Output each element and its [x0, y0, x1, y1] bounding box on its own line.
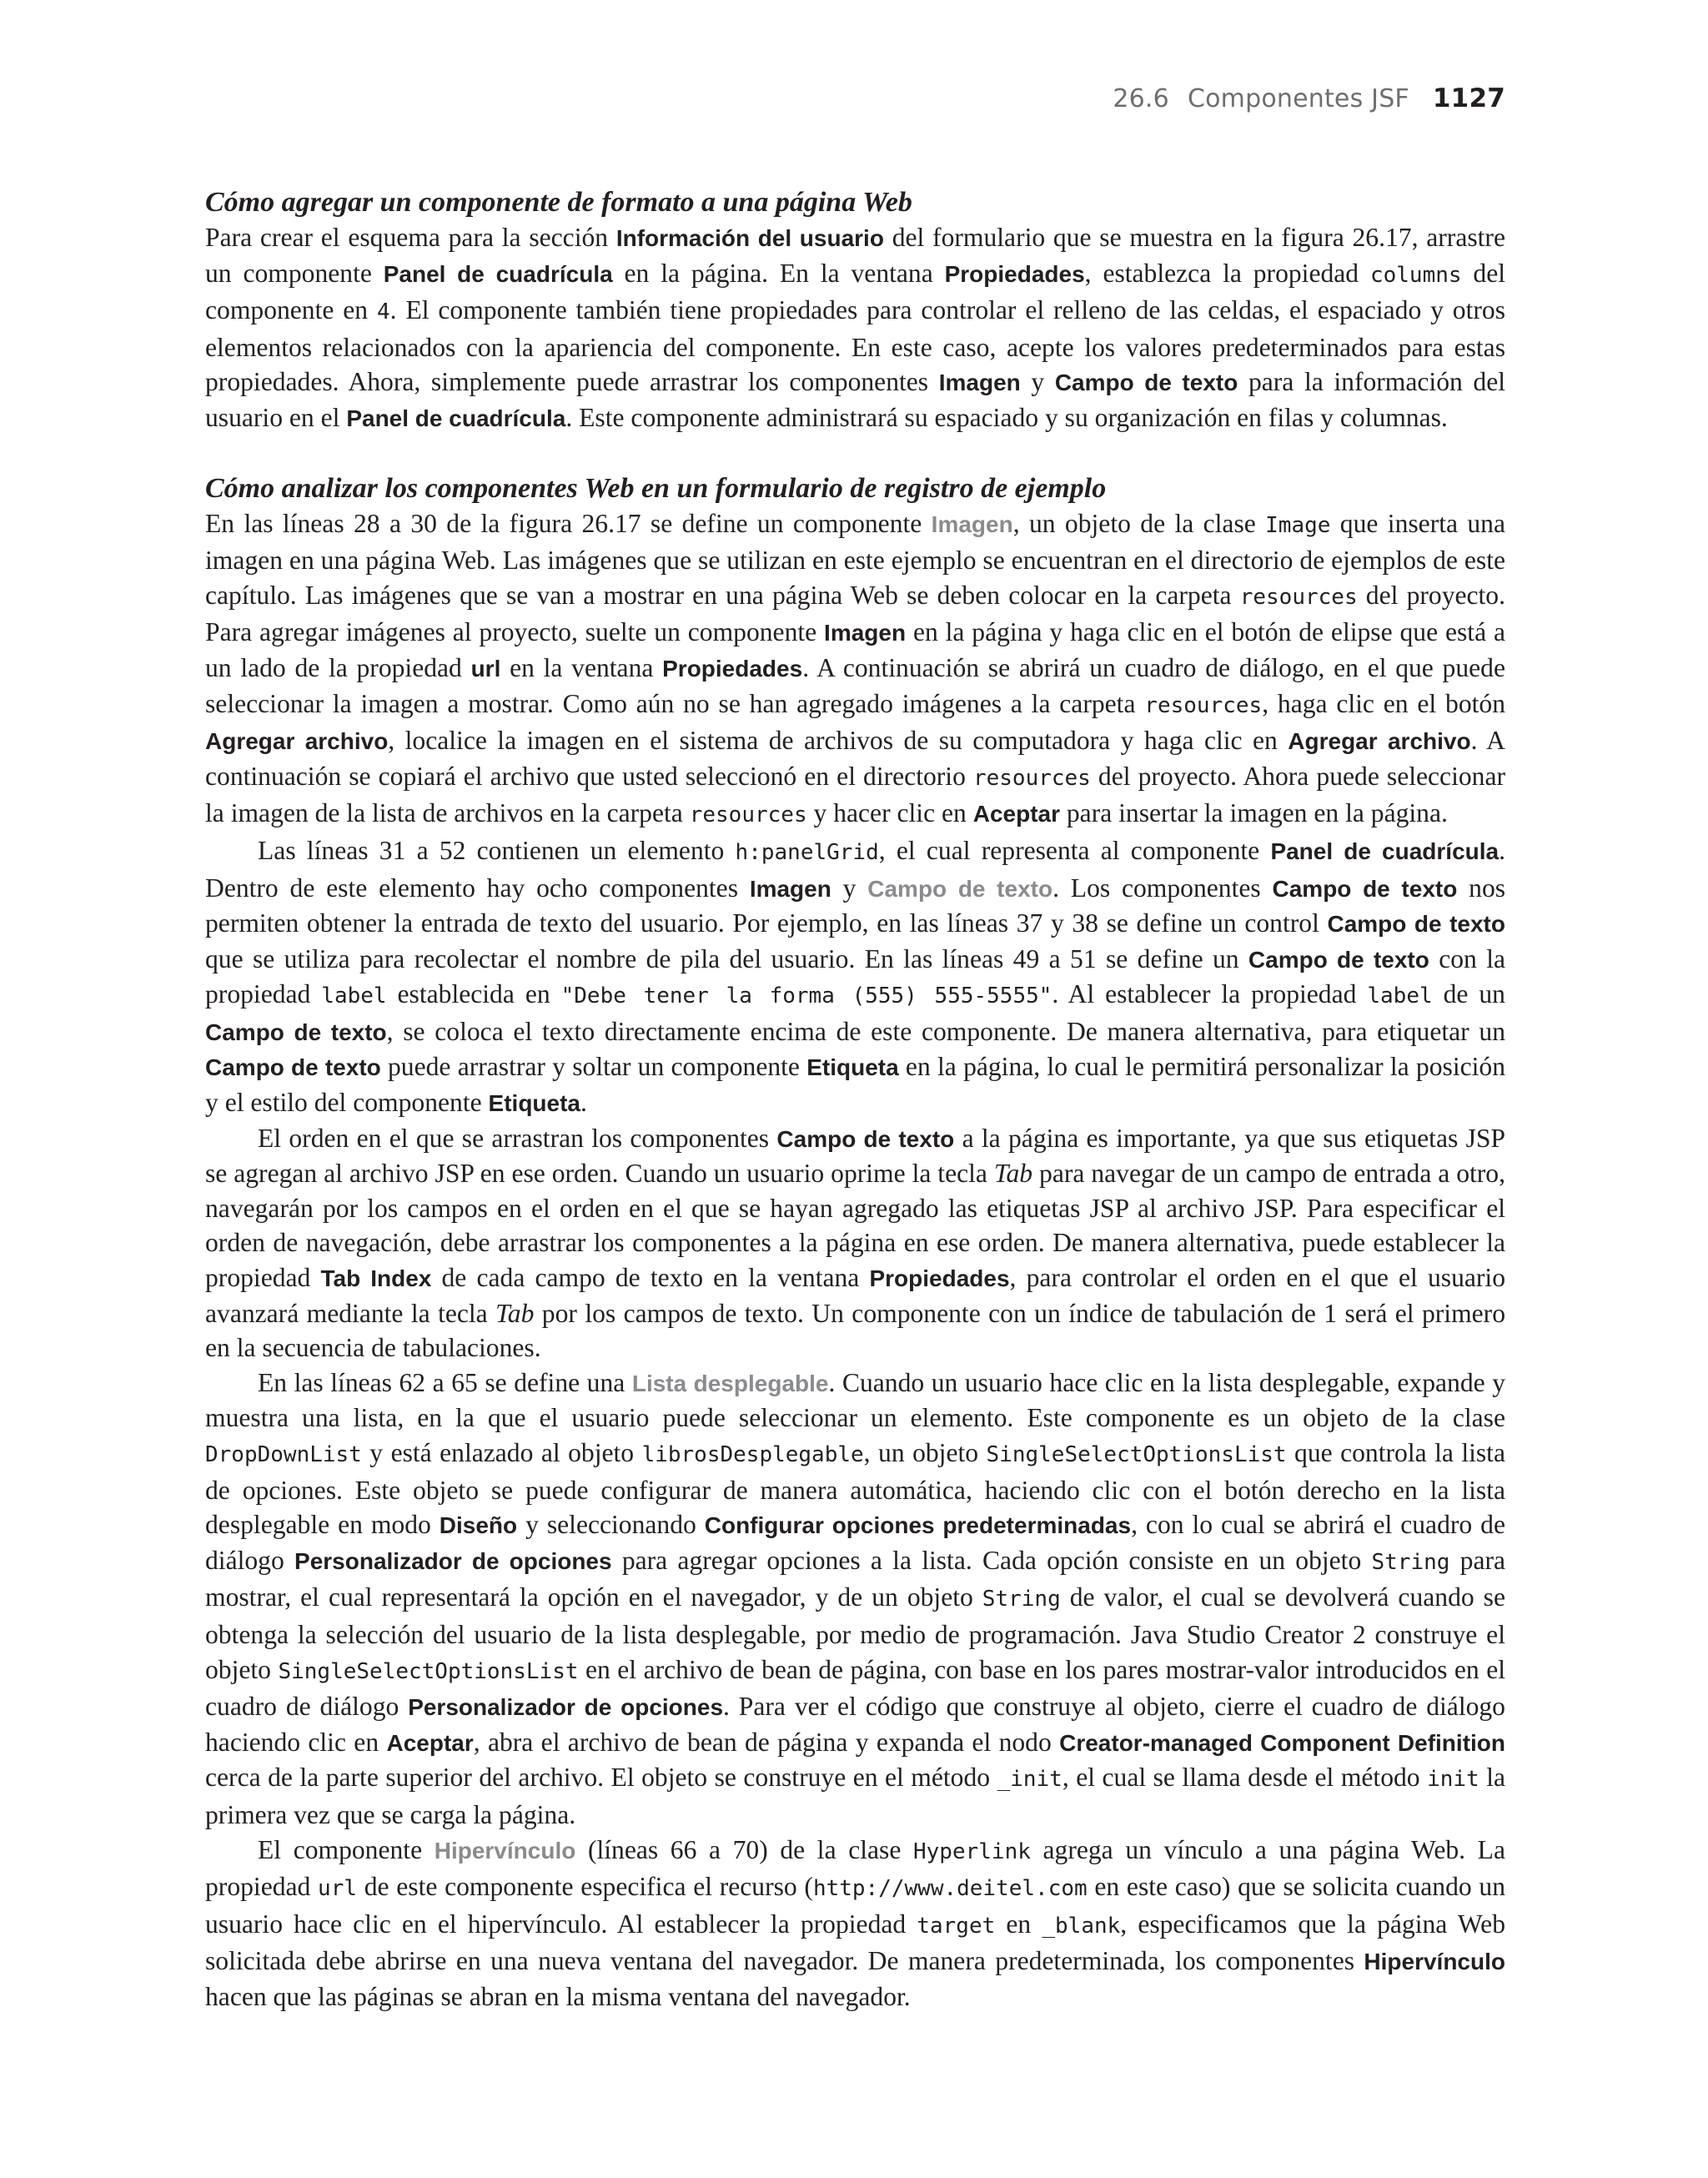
ui-term: Campo de texto: [205, 1019, 387, 1045]
key-name: Tab: [993, 1159, 1033, 1189]
ui-term: Panel de cuadrícula: [1270, 837, 1500, 864]
code-term: resources: [972, 765, 1091, 791]
code-term: String: [1371, 1549, 1450, 1575]
ui-term: Imagen: [824, 620, 907, 646]
key-name: Tab: [495, 1298, 535, 1328]
ui-term: Campo de texto: [1272, 875, 1458, 902]
ui-term: Creator-managed Component Definition: [1059, 1729, 1505, 1756]
paragraph: En las líneas 62 a 65 se define una Lista desplegable. Cuando un usuario hace clic en la lista desplegable, expande y muestra una lista, en la que el usuario puede seleccionar un elemento. Este componente es un objeto de la clase DropDownList y está enlazado al objeto librosDesplegable, un objeto SingleSelectOptionsList que controla la lista de opciones. Este objeto se puede configurar de manera automática, haciendo clic con el botón derecho en la lista desplegable en modo Diseño y seleccionando Configurar opciones predeterminadas, con lo cual se abrirá el cuadro de diálogo Personalizador de opciones para agregar opciones a la lista. Cada opción consiste en un objeto String para mostrar, el cual representará la opción en el navegador, y de un objeto String de valor, el cual se devolverá cuando se obtenga la selección del usuario de la lista desplegable, por medio de programación. Java Studio Creator 2 construye el objeto SingleSelectOptionsList en el archivo de bean de página, con base en los pares mostrar-valor introducidos en el cuadro de diálogo Personalizador de opciones. Para ver el código que construye al objeto, cierre el cuadro de diálogo haciendo clic en Aceptar, abra el archivo de bean de página y expanda el nodo Creator-managed Component Definition cerca de la parte superior del archivo. El objeto se construye en el método _init, el cual se llama desde el método init la primera vez que se carga la página.: [205, 1367, 1506, 1829]
section-title: Componentes JSF: [1187, 84, 1409, 113]
ui-term: Lista desplegable: [631, 1370, 829, 1396]
ui-term: Campo de texto: [1327, 911, 1505, 938]
ui-term: Imagen: [749, 875, 831, 902]
ui-term: Campo de texto: [1248, 946, 1429, 973]
code-term: DropDownList: [205, 1442, 362, 1467]
ui-term: Hipervínculo: [1364, 1949, 1505, 1975]
ui-term: Etiqueta: [806, 1054, 899, 1081]
code-term: SingleSelectOptionsList: [986, 1442, 1287, 1467]
page-body: [205, 185, 1505, 2015]
code-term: label: [1367, 983, 1433, 1009]
code-term: resources: [689, 802, 807, 828]
ui-term: Configurar opciones predeterminadas: [704, 1512, 1132, 1539]
ui-term: Imagen: [938, 370, 1021, 396]
ui-term: Panel de cuadrícula: [383, 260, 613, 287]
section-number: 26.6: [1113, 84, 1169, 113]
running-header: [1113, 83, 1505, 113]
paragraph: El orden en el que se arrastran los componentes Campo de texto a la página es importante, ya que sus etiquetas JSP se agregan al archivo JSP en ese orden. Cuando un usuario oprime la tecla Tab para navegar de un campo de entrada a otro, navegarán por los campos en el orden en el que se hayan agregado las etiquetas JSP al archivo JSP. Para especificar el orden de navegación, debe arrastrar los componentes a la página en ese orden. De manera alternativa, puede establecer la propiedad Tab Index de cada campo de texto en la ventana Propiedades, para controlar el orden en el que el usuario avanzará mediante la tecla Tab por los campos de texto. Un componente con un índice de tabulación de 1 será el primero en la secuencia de tabulaciones.: [205, 1123, 1506, 1363]
ui-term: url: [470, 655, 501, 682]
ui-term: Personalizador de opciones: [408, 1694, 724, 1721]
paragraph: El componente Hipervínculo (líneas 66 a 70) de la clase Hyperlink agrega un vínculo a una página Web. La propiedad url de este componente especifica el recurso (http://www.deitel.com en este caso) que se solicita cuando un usuario hace clic en el hipervínculo. Al establecer la propiedad target en _blank, especificamos que la página Web solicitada debe abrirse en una nueva ventana del navegador. De manera predeterminada, los componentes Hipervínculo hacen que las páginas se abran en la misma ventana del navegador.: [205, 1834, 1506, 2011]
section-heading-layout: Cómo agregar un componente de formato a una página Web: [205, 187, 912, 218]
ui-term: Etiqueta: [488, 1090, 581, 1117]
code-term: init: [1427, 1767, 1479, 1793]
code-term: http://www.deitel.com: [812, 1876, 1088, 1902]
code-term: "Debe tener la forma (555) 555-5555": [560, 983, 1052, 1009]
ui-term: Propiedades: [869, 1265, 1010, 1292]
paragraph: En las líneas 28 a 30 de la figura 26.17 se define un componente Imagen, un objeto de la clase Image que inserta una imagen en una página Web. Las imágenes que se utilizan en este ejemplo se encuentran en el directorio de ejemplos de este capítulo. Las imágenes que se van a mostrar en una página Web se deben colocar en la carpeta resources del proyecto. Para agregar imágenes al proyecto, suelte un componente Imagen en la página y haga clic en el botón de elipse que está a un lado de la propiedad url en la ventana Propiedades. A continuación se abrirá un cuadro de diálogo, en el que puede seleccionar la imagen a mostrar. Como aún no se han agregado imágenes a la carpeta resources, haga clic en el botón Agregar archivo, localice la imagen en el sistema de archivos de su computadora y haga clic en Agregar archivo. A continuación se copiará el archivo que usted seleccionó en el directorio resources del proyecto. Ahora puede seleccionar la imagen de la lista de archivos en la carpeta resources y hacer clic en Aceptar para insertar la imagen en la página.: [205, 508, 1506, 828]
ui-term: Campo de texto: [776, 1125, 955, 1152]
code-term: SingleSelectOptionsList: [278, 1658, 579, 1684]
code-term: Hyperlink: [913, 1838, 1031, 1864]
ui-term: Imagen: [931, 511, 1013, 537]
ui-term: Personalizador de opciones: [294, 1547, 612, 1574]
ui-term: Aceptar: [386, 1729, 474, 1756]
code-term: librosDesplegable: [641, 1442, 864, 1467]
code-term: resources: [1144, 692, 1263, 718]
ui-term: Aceptar: [972, 801, 1060, 827]
section-heading-analysis: Cómo analizar los componentes Web en un formulario de registro de ejemplo: [205, 472, 1107, 504]
code-term: target: [917, 1913, 996, 1939]
ui-term: Campo de texto: [867, 875, 1053, 902]
ui-term: Agregar archivo: [205, 728, 389, 755]
ui-term: Hipervínculo: [434, 1837, 576, 1864]
paragraph: Para crear el esquema para la sección Información del usuario del formulario que se muestra en la figura 26.17, arrastre un componente Panel de cuadrícula en la página. En la ventana Propiedades, establezca la propiedad columns del componente en 4. El componente también tiene propiedades para controlar el relleno de las celdas, el espaciado y otros elementos relacionados con la apariencia del componente. En este caso, acepte los valores predeterminados para estas propiedades. Ahora, simplemente puede arrastrar los componentes Imagen y Campo de texto para la información del usuario en el Panel de cuadrícula. Este componente administrará su espaciado y su organización en filas y columnas.: [205, 223, 1506, 432]
paragraph: Las líneas 31 a 52 contienen un elemento h:panelGrid, el cual representa al componente Panel de cuadrícula. Dentro de este elemento hay ocho componentes Imagen y Campo de texto. Los componentes Campo de texto nos permiten obtener la entrada de texto del usuario. Por ejemplo, en las líneas 37 y 38 se define un control Campo de texto que se utiliza para recolectar el nombre de pila del usuario. En las líneas 49 a 51 se define un Campo de texto con la propiedad label establecida en "Debe tener la forma (555) 555-5555". Al establecer la propiedad label de un Campo de texto, se coloca el texto directamente encima de este componente. De manera alternativa, para etiquetar un Campo de texto puede arrastrar y soltar un componente Etiqueta en la página, lo cual le permitirá personalizar la posición y el estilo del componente Etiqueta.: [205, 835, 1506, 1118]
ui-term: Campo de texto: [205, 1054, 381, 1081]
ui-term: Agregar archivo: [1288, 728, 1471, 755]
code-term: label: [321, 983, 387, 1009]
ui-term: Información del usuario: [615, 225, 884, 251]
ui-term: Panel de cuadrícula: [346, 405, 566, 431]
code-term: resources: [1239, 584, 1358, 610]
ui-term: Diseño: [439, 1512, 518, 1539]
code-term: 4: [377, 299, 390, 325]
section-gap: [205, 436, 1505, 471]
code-term: String: [982, 1587, 1061, 1612]
code-term: _init: [997, 1767, 1062, 1793]
ui-term: Propiedades: [662, 655, 803, 682]
ui-term: Tab Index: [320, 1265, 432, 1292]
code-term: columns: [1369, 262, 1462, 288]
code-term: url: [318, 1876, 358, 1902]
ui-term: Campo de texto: [1054, 370, 1238, 396]
code-term: _blank: [1042, 1913, 1121, 1939]
code-term: h:panelGrid: [735, 839, 879, 865]
code-term: Image: [1265, 512, 1331, 538]
ui-term: Propiedades: [944, 260, 1085, 287]
page-number: 1127: [1432, 83, 1505, 113]
